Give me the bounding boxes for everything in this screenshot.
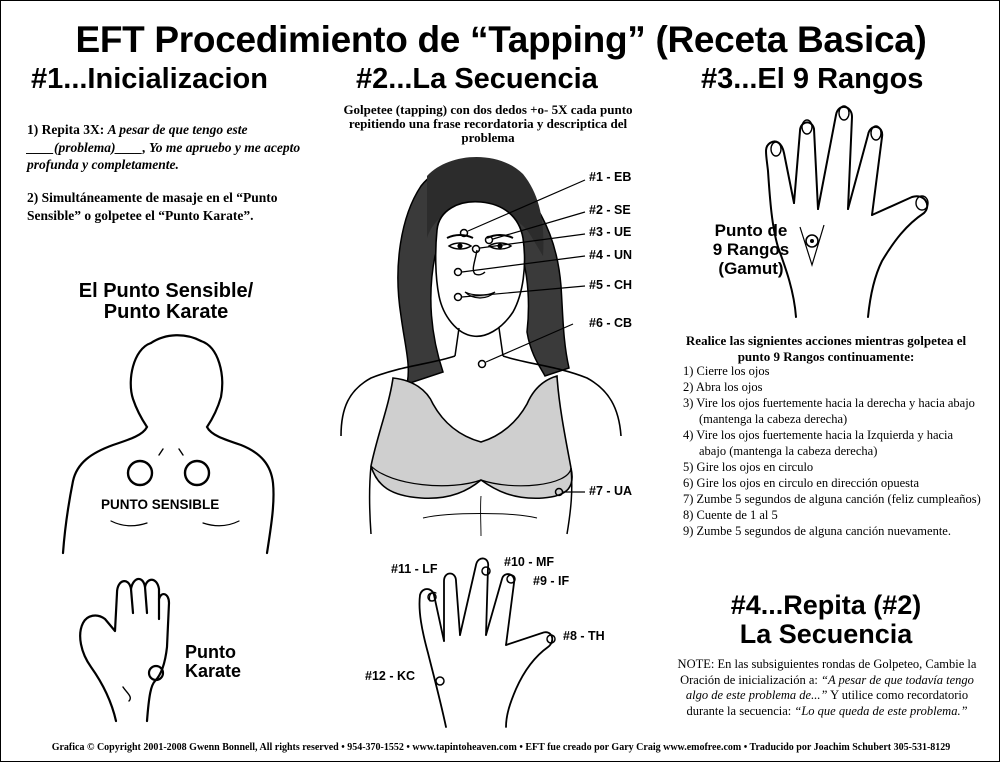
section4-heading-line1: #4...Repita (#2) xyxy=(730,590,922,620)
sore-spot-label: PUNTO SENSIBLE xyxy=(101,497,220,512)
section4-heading-line2: La Secuencia xyxy=(739,619,913,649)
step1-affirmation: A pesar de que tengo este ____(problema)____, Yo me apruebo y me acepto profunda y completamente. xyxy=(27,122,301,172)
step1-prefix: 1) Repita 3X: xyxy=(27,122,108,137)
gamut-label-line3: (Gamut) xyxy=(718,259,784,278)
section2-heading: #2...La Secuencia xyxy=(356,63,598,95)
karate-hand-illustration xyxy=(71,569,181,724)
section4-heading xyxy=(681,591,971,649)
sensible-heading-line2: Punto Karate xyxy=(103,301,229,323)
list-item: 6) Gire los ojos en circulo en dirección opuesta xyxy=(683,476,920,490)
point-label-cb: #6 - CB xyxy=(589,316,633,330)
gamut-label-line1: Punto de xyxy=(714,221,788,240)
sore-spot-left-marker xyxy=(128,461,152,485)
point-label-un: #4 - UN xyxy=(589,248,633,262)
karate-label-line1: Punto xyxy=(185,642,236,662)
note-quote-2: “Lo que queda de este problema.” xyxy=(794,703,968,718)
list-item: 2) Abra los ojos xyxy=(683,380,763,394)
section1-step1 xyxy=(27,121,312,174)
list-item: 8) Cuente de 1 al 5 xyxy=(683,508,778,522)
point-label-ua: #7 - UA xyxy=(589,484,633,498)
sensible-point-heading xyxy=(41,281,291,323)
point-label-mf: #10 - MF xyxy=(504,555,555,569)
note-prefix: NOTE: En las subsiguientes rondas de Golpeteo, Cambie la Oración de inicialización a: xyxy=(677,657,977,687)
sensible-heading-line1: El Punto Sensible/ xyxy=(78,280,254,302)
point-label-kc: #12 - KC xyxy=(365,669,416,683)
point-label-ch: #5 - CH xyxy=(589,278,633,292)
section4-note xyxy=(677,657,977,719)
note-middle: Y utilice como recordatorio durante la secuencia: xyxy=(686,688,969,718)
gamut-point-label xyxy=(701,221,801,278)
karate-point-label xyxy=(185,643,249,681)
gamut-hand-illustration xyxy=(756,101,946,321)
gamut-steps-list xyxy=(683,363,983,539)
page-title: EFT Procedimiento de “Tapping” (Receta Basica) xyxy=(75,19,927,60)
list-item: 7) Zumbe 5 segundos de alguna canción (feliz cumpleaños) xyxy=(683,492,981,506)
point-label-lf: #11 - LF xyxy=(391,562,438,576)
note-quote-1: “A pesar de que todavía tengo algo de este problema de...” xyxy=(685,672,974,702)
chest-illustration xyxy=(61,331,281,561)
gamut-label-line2: 9 Rangos xyxy=(712,240,790,259)
section3-heading: #3...El 9 Rangos xyxy=(701,63,924,95)
section2-instructions: Golpetee (tapping) con dos dedos +o- 5X cada punto repitiendo una frase recordatoria y descriptica del problema xyxy=(343,102,633,145)
section1-step2: 2) Simultáneamente de masaje en el “Punto Sensible” o golpetee el “Punto Karate”. xyxy=(27,190,278,223)
list-item: 5) Gire los ojos en circulo xyxy=(683,460,814,474)
copyright-footer: Grafica © Copyright 2001-2008 Gwenn Bonnell, All rights reserved • 954-370-1552 • www.tapintoheaven.com • EFT fue creado por Gary Craig www.emofree.com • Traducido por Joachim Schubert 305-531-8129 xyxy=(51,742,951,753)
section1-heading: #1...Inicializacion xyxy=(31,63,268,95)
gamut-steps-intro: Realice las signientes acciones mientras golpetea el punto 9 Rangos continuamente: xyxy=(685,333,967,364)
list-item: 9) Zumbe 5 segundos de alguna canción nuevamente. xyxy=(683,524,951,538)
list-item: 1) Cierre los ojos xyxy=(683,364,770,378)
karate-label-line2: Karate xyxy=(185,661,242,681)
woman-illustration xyxy=(331,146,631,536)
point-label-if: #9 - IF xyxy=(533,574,570,588)
point-label-ue: #3 - UE xyxy=(589,225,632,239)
point-label-eb: #1 - EB xyxy=(589,170,632,184)
sore-spot-right-marker xyxy=(185,461,209,485)
point-label-th: #8 - TH xyxy=(563,629,605,643)
list-item: 4) Vire los ojos fuertemente hacia la Izquierda y hacia abajo (mantenga la cabeza derecha) xyxy=(683,428,954,458)
point-label-se: #2 - SE xyxy=(589,203,631,217)
list-item: 3) Vire los ojos fuertemente hacia la derecha y hacia abajo (mantenga la cabeza derecha) xyxy=(683,396,975,426)
